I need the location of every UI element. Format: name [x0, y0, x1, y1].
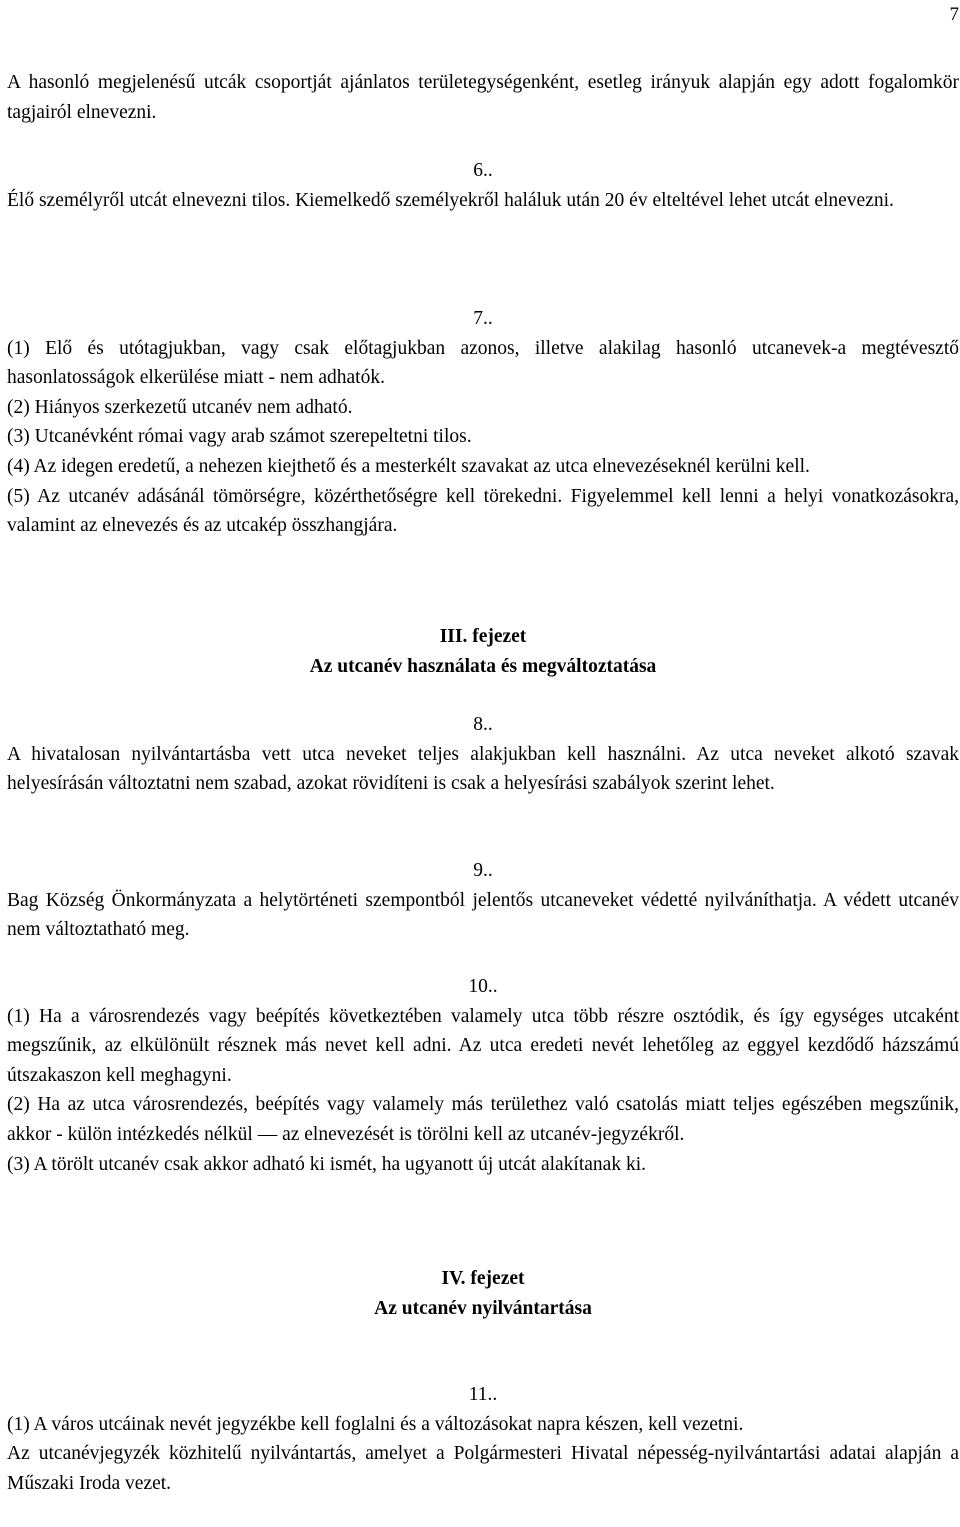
section-10	[7, 972, 959, 1179]
page-number: 7	[949, 4, 959, 25]
paragraph: A hivatalosan nyilvántartásba vett utca neveket teljes alakjukban kell használni. Az utca neveket alkotó szavak helyesírásán változtatni nem szabad, azokat rövidíteni is csak a helyesírási szabályok szerint lehet.	[7, 743, 959, 795]
paragraph: (3) Utcanévként római vagy arab számot szerepeltetni tilos.	[7, 426, 472, 448]
section-number: 10..	[468, 976, 498, 997]
section-number: 9..	[473, 860, 493, 881]
paragraph: (4) Az idegen eredetű, a nehezen kiejthető és a mesterkélt szavakat az utca elnevezéseknél kerülni kell.	[7, 455, 810, 477]
section-7	[7, 304, 959, 541]
section-number: 11..	[468, 1384, 498, 1405]
paragraph: (2) Ha az utca városrendezés, beépítés vagy valamely más területhez való csatolás miatt teljes egészében megszűnik, akkor - külön intézkedés nélkül — az elnevezését is törölni kell az utcanév-jegyzékről.	[7, 1094, 959, 1145]
section-number: 7..	[473, 308, 493, 329]
section-11	[7, 1380, 959, 1498]
chapter-title: Az utcanév nyilvántartása	[374, 1297, 592, 1319]
paragraph: (2) Hiányos szerkezetű utcanév nem adható.	[7, 396, 353, 418]
section-6	[7, 156, 959, 215]
section-number: 6..	[473, 160, 493, 181]
paragraph: (1) Ha a városrendezés vagy beépítés következtében valamely utca több részre osztódik, és így egységes utcaként megszűnik, az elkülönült résznek más nevet kell adni. Az utca eredeti nevét lehetőleg az eggyel kezdődő házszámú útszakaszon kell meghagyni.	[7, 1005, 959, 1086]
paragraph: (1) A város utcáinak nevét jegyzékbe kell foglalni és a változásokat napra készen, kell vezetni.	[7, 1413, 744, 1435]
chapter-title: Az utcanév használata és megváltoztatása	[309, 655, 657, 677]
paragraph: (1) Elő és utótagjukban, vagy csak előtagjukban azonos, illetve alakilag hasonló utcanevek-a megtévesztő hasonlatosságok elkerülése miatt - nem adhatók.	[7, 337, 959, 389]
section-number: 8..	[473, 714, 493, 735]
chapter-3-heading	[7, 622, 959, 681]
paragraph: Az utcanévjegyzék közhitelű nyilvántartás, amelyet a Polgármesteri Hivatal népesség-nyilvántartási adatai alapján a Műszaki Iroda vezet.	[7, 1443, 959, 1494]
chapter-number: IV. fejezet	[441, 1268, 525, 1289]
paragraph: Bag Község Önkormányzata a helytörténeti szempontból jelentős utcaneveket védetté nyilváníthatja. A védett utcanév nem változtatható meg.	[7, 889, 959, 941]
chapter-4-heading	[7, 1264, 959, 1323]
section-8	[7, 710, 959, 799]
intro-block	[7, 68, 959, 127]
paragraph: (3) A törölt utcanév csak akkor adható ki ismét, ha ugyanott új utcát alakítanak ki.	[7, 1153, 646, 1175]
paragraph: (5) Az utcanév adásánál tömörségre, közérthetőségre kell törekedni. Figyelemmel kell lenni a helyi vonatkozásokra, valamint az elnevezés és az utcakép összhangjára.	[7, 485, 959, 537]
intro-paragraph: A hasonló megjelenésű utcák csoportját ajánlatos területegységenként, esetleg irányuk alapján egy adott fogalomkör tagjairól elnevezni.	[7, 72, 959, 123]
chapter-number: III. fejezet	[439, 626, 527, 647]
section-9	[7, 856, 959, 945]
paragraph: Élő személyről utcát elnevezni tilos. Kiemelkedő személyekről haláluk után 20 év elteltével lehet utcát elnevezni.	[7, 189, 894, 211]
